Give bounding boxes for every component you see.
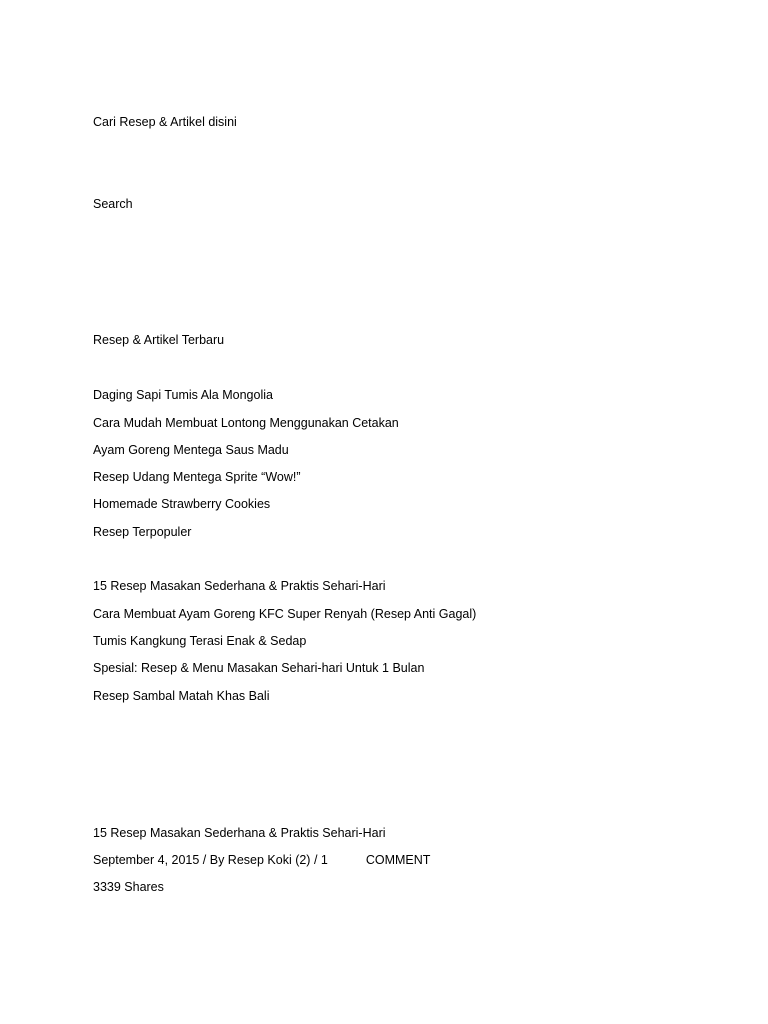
comment-link[interactable]: COMMENT [365,853,431,867]
share-count: 3339 Shares [93,880,164,894]
popular-heading: Resep Terpopuler [93,525,192,539]
popular-item-link[interactable]: 15 Resep Masakan Sederhana & Praktis Sehari-Hari [93,579,386,593]
recent-item-link[interactable]: Homemade Strawberry Cookies [93,497,271,511]
popular-item-link[interactable]: Spesial: Resep & Menu Masakan Sehari-hari Untuk 1 Bulan [93,661,425,675]
popular-item-link[interactable]: Cara Membuat Ayam Goreng KFC Super Renyah (Resep Anti Gagal) [93,607,477,621]
recent-item-link[interactable]: Cara Mudah Membuat Lontong Menggunakan Cetakan [93,416,399,430]
recent-item-link[interactable]: Resep Udang Mentega Sprite “Wow!” [93,470,301,484]
recent-item-link[interactable]: Ayam Goreng Mentega Saus Madu [93,443,289,457]
search-button[interactable]: Search [93,197,133,211]
recent-item-link[interactable]: Daging Sapi Tumis Ala Mongolia [93,388,273,402]
search-prompt: Cari Resep & Artikel disini [93,115,237,129]
recent-heading: Resep & Artikel Terbaru [93,333,225,347]
popular-item-link[interactable]: Resep Sambal Matah Khas Bali [93,689,270,703]
popular-item-link[interactable]: Tumis Kangkung Terasi Enak & Sedap [93,634,307,648]
article-meta-text: September 4, 2015 / By Resep Koki (2) / 1 [93,853,328,867]
article-title[interactable]: 15 Resep Masakan Sederhana & Praktis Sehari-Hari [93,826,386,840]
article-meta [93,853,430,868]
